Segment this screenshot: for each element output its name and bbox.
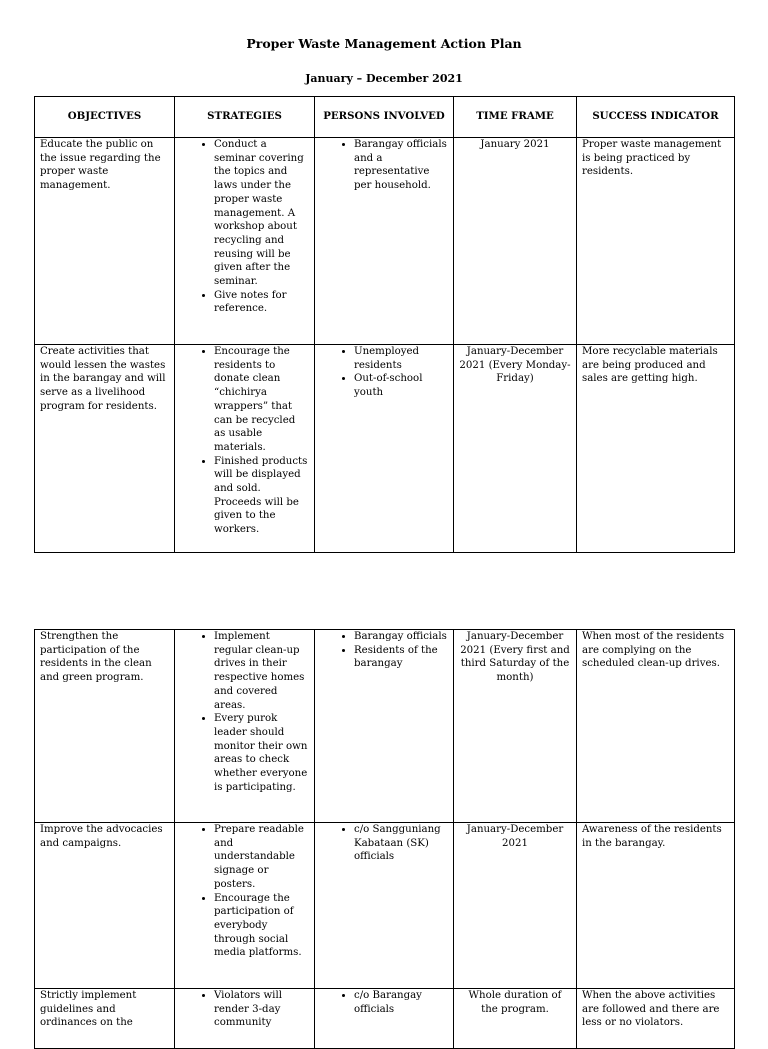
person-item: • Unemployed residents — [354, 345, 448, 372]
header-persons-involved: PERSONS INVOLVED — [315, 97, 454, 138]
persons-cell — [315, 345, 454, 553]
table-row — [35, 823, 735, 989]
strategy-item: • Implement regular clean-up drives in their respective homes and covered areas. — [214, 630, 309, 712]
strategy-item: • Conduct a seminar covering the topics and laws under the proper waste management. A workshop about recycling and reusing will be given after the seminar. — [214, 138, 309, 289]
strategies-cell — [175, 823, 315, 989]
header-objectives: OBJECTIVES — [35, 97, 175, 138]
document-subtitle: January – December 2021 — [305, 72, 463, 85]
document-title: Proper Waste Management Action Plan — [246, 36, 522, 51]
time-frame-cell: January-December 2021 — [454, 823, 577, 989]
objective-cell: Strengthen the participation of the residents in the clean and green program. — [35, 630, 175, 823]
header-time-frame: TIME FRAME — [454, 97, 577, 138]
strategy-item: • Encourage the residents to donate clean “chichirya wrappers” that can be recycled as usable materials. — [214, 345, 309, 455]
strategies-cell — [175, 345, 315, 553]
person-item: • Residents of the barangay — [354, 644, 448, 671]
person-item: • c/o Sangguniang Kabataan (SK) officials — [354, 823, 448, 864]
objective-cell: Strictly implement guidelines and ordinances on the — [35, 989, 175, 1049]
time-frame-cell: January 2021 — [454, 138, 577, 345]
strategies-cell — [175, 630, 315, 823]
persons-cell — [315, 138, 454, 345]
strategy-item: • Encourage the participation of everybody through social media platforms. — [214, 892, 309, 961]
person-item: • Barangay officials and a representative per household. — [354, 138, 448, 193]
strategies-cell — [175, 138, 315, 345]
table-header-row — [35, 97, 735, 138]
person-item: • Out-of-school youth — [354, 372, 448, 399]
action-plan-table — [34, 96, 735, 553]
strategy-item: • Finished products will be displayed and sold. Proceeds will be given to the workers. — [214, 455, 309, 537]
time-frame-cell: January-December 2021 (Every Monday-Friday) — [454, 345, 577, 553]
header-strategies: STRATEGIES — [175, 97, 315, 138]
time-frame-cell: January-December 2021 (Every first and third Saturday of the month) — [454, 630, 577, 823]
indicator-cell: More recyclable materials are being produced and sales are getting high. — [577, 345, 735, 553]
action-plan-table-continued — [34, 629, 735, 1049]
indicator-cell: When the above activities are followed and there are less or no violators. — [577, 989, 735, 1049]
indicator-cell: Proper waste management is being practiced by residents. — [577, 138, 735, 345]
person-item: • Barangay officials — [354, 630, 448, 644]
time-frame-cell: Whole duration of the program. — [454, 989, 577, 1049]
objective-cell: Improve the advocacies and campaigns. — [35, 823, 175, 989]
objective-cell: Create activities that would lessen the wastes in the barangay and will serve as a livelihood program for residents. — [35, 345, 175, 553]
strategies-cell — [175, 989, 315, 1049]
table-row — [35, 630, 735, 823]
objective-cell: Educate the public on the issue regarding the proper waste management. — [35, 138, 175, 345]
strategy-item: • Give notes for reference. — [214, 289, 309, 316]
table-row — [35, 989, 735, 1049]
strategy-item: • Prepare readable and understandable signage or posters. — [214, 823, 309, 892]
strategy-item: • Violators will render 3-day community — [214, 989, 309, 1030]
indicator-cell: When most of the residents are complying on the scheduled clean-up drives. — [577, 630, 735, 823]
persons-cell — [315, 989, 454, 1049]
table-row — [35, 138, 735, 345]
persons-cell — [315, 823, 454, 989]
persons-cell — [315, 630, 454, 823]
person-item: • c/o Barangay officials — [354, 989, 448, 1016]
indicator-cell: Awareness of the residents in the barangay. — [577, 823, 735, 989]
header-success-indicator: SUCCESS INDICATOR — [577, 97, 735, 138]
strategy-item: • Every purok leader should monitor their own areas to check whether everyone is participating. — [214, 712, 309, 794]
table-row — [35, 345, 735, 553]
